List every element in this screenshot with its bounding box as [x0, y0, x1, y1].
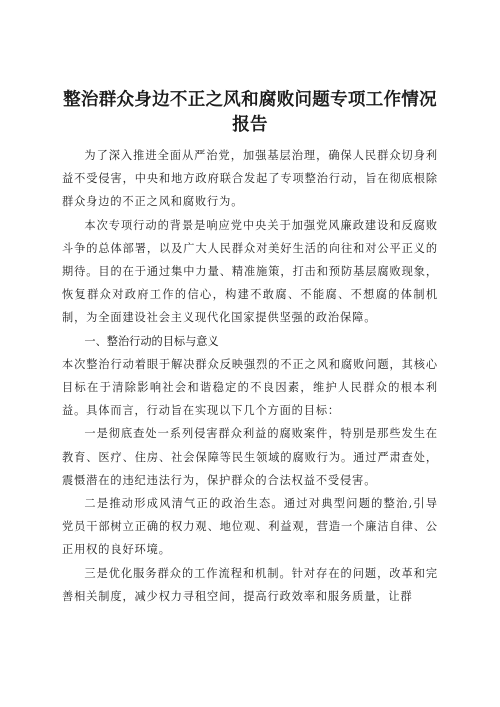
section-1-point-2: 二是推动形成风清气正的政治生态。通过对典型问题的整治,引导党员干部树立正确的权力观、地位观、利益观，营造一个廉洁自律、公正用权的良好环境。 — [62, 497, 438, 557]
document-title: 整治群众身边不正之风和腐败问题专项工作情况报告 — [63, 90, 437, 135]
document-page — [62, 88, 438, 608]
section-1-point-3: 三是优化服务群众的工作流程和机制。针对存在的问题，改革和完善相关制度，减少权力寻租空间，提高行政效率和服务质量，让群 — [62, 566, 438, 603]
section-1-heading: 一、整治行动的目标与意义 — [84, 334, 219, 348]
section-1-intro: 本次整治行动着眼于解决群众反映强烈的不正之风和腐败问题，其核心目标在于清除影响社会和谐稳定的不良因素，维护人民群众的根本利益。具体而言，行动旨在实现以下几个方面的目标： — [62, 357, 438, 418]
intro-paragraph-2: 本次专项行动的背景是响应党中央关于加强党风廉政建设和反腐败斗争的总体部署，以及广大人民群众对美好生活的向往和对公平正义的期待。目的在于通过集中力量、精准施策，打击和预防基层腐败现象，恢复群众对政府工作的信心，构建不敢腐、不能腐、不想腐的体制机制，为全面建设社会主义现代化国家提供坚强的政治保障。 — [62, 218, 438, 325]
intro-paragraph-1: 为了深入推进全面从严治党，加强基层治理，确保人民群众切身利益不受侵害，中央和地方政府联合发起了专项整治行动，旨在彻底根除群众身边的不正之风和腐败行为。 — [62, 149, 438, 209]
section-1-point-1: 一是彻底查处一系列侵害群众利益的腐败案件，特别是那些发生在教育、医疗、住房、社会保障等民生领域的腐败行为。通过严肃查处，震慑潜在的违纪违法行为，保护群众的合法权益不受侵害。 — [62, 427, 438, 487]
